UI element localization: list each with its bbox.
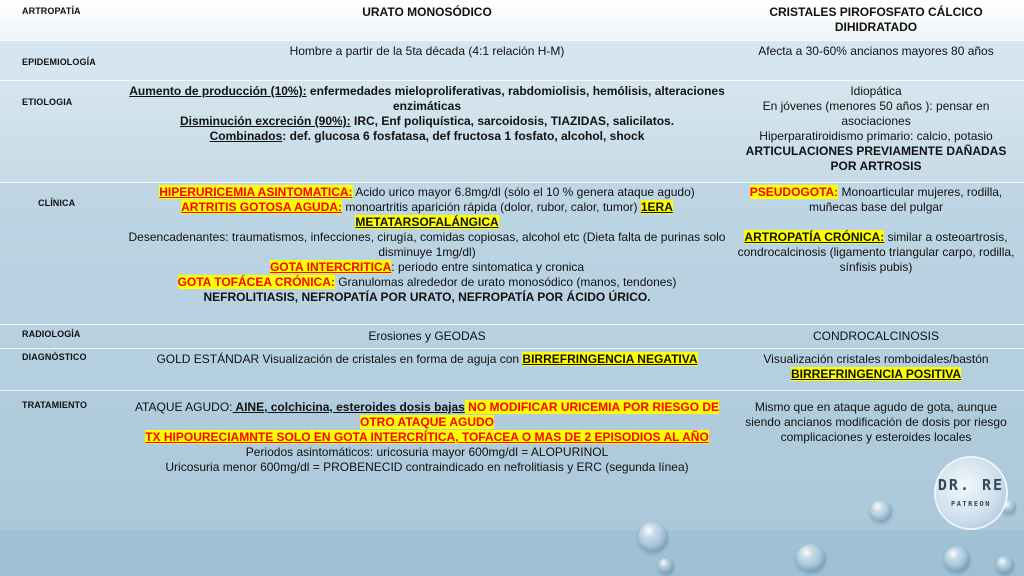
- etiologia-disminucion-excrecion: Disminución excreción (90%): IRC, Enf poliquística, sarcoidosis, TIAZIDAS, salicilatos.: [179, 114, 675, 128]
- tratamiento-probenecid: Uricosuria menor 600mg/dl = PROBENECID contraindicado en nefrolitiasis y ERC (segunda línea): [165, 460, 689, 474]
- water-drop-decoration: [638, 522, 668, 552]
- label-etiologia: ETIOLOGIA: [22, 97, 73, 107]
- etiologia-aumento-produccion: Aumento de producción (10%): enfermedades mieloproliferativas, rabdomiolisis, hemólisis, alteraciones enzimáticas: [129, 84, 725, 113]
- etiologia-jovenes: En jóvenes (menores 50 años ): pensar en asociaciones: [762, 99, 990, 128]
- epidemiologia-pirofosfato: Afecta a 30-60% ancianos mayores 80 años: [758, 44, 994, 58]
- clinica-artritis-gotosa: ARTRITIS GOTOSA AGUDA: monoartritis aparición rápida (dolor, rubor, calor, tumor) 1ERA METATARSOFALÁNGICA: [181, 200, 673, 229]
- clinica-pseudogota: PSEUDOGOTA: Monoarticular mujeres, rodilla, muñecas base del pulgar: [749, 185, 1003, 214]
- label-tratamiento: TRATAMIENTO: [22, 400, 88, 410]
- clinica-urato: [128, 185, 726, 305]
- radiologia-urato: Erosiones y GEODAS: [368, 329, 486, 343]
- tratamiento-urato: [128, 400, 726, 475]
- clinica-gota-tofacea: GOTA TOFÁCEA CRÓNICA: Granulomas alrededor de urato monosódico (manos, tendones): [177, 275, 677, 289]
- row-diagnostico: [0, 348, 1024, 390]
- row-etiologia: [0, 80, 1024, 182]
- tratamiento-ataque-agudo: ATAQUE AGUDO: AINE, colchicina, esteroides dosis bajas NO MODIFICAR URICEMIA POR RIESGO DE OTRO ATAQUE AGUDO: [134, 400, 720, 429]
- tratamiento-hipouricemiante: TX HIPOURECIAMNTE SOLO EN GOTA INTERCRÍTICA, TOFACEA O MAS DE 2 EPISODIOS AL AÑO Periodos asintomáticos: uricosuria mayor 600mg/dl = ALOPURINOL: [145, 430, 709, 459]
- row-epidemiologia: [0, 40, 1024, 80]
- etiologia-pirofosfato: [736, 84, 1016, 174]
- header-pirofosfato: [736, 5, 1016, 35]
- diagnostico-urato: GOLD ESTÁNDAR Visualización de cristales en forma de aguja con BIRREFRINGENCIA NEGATIVA: [156, 352, 698, 366]
- water-drop-decoration: [796, 544, 826, 572]
- water-drop-decoration: [870, 500, 892, 522]
- label-diagnostico: DIAGNÓSTICO: [22, 352, 87, 362]
- etiologia-urato: [128, 84, 726, 144]
- clinica-artropatia-cronica: ARTROPATÍA CRÓNICA: similar a osteoartrosis, condrocalcinosis (ligamento triangular carpo, rodilla, sínfisis pubis): [737, 230, 1015, 274]
- radiologia-pirofosfato: CONDROCALCINOSIS: [812, 329, 940, 343]
- tratamiento-pirofosfato: Mismo que en ataque agudo de gota, aunque siendo ancianos modificación de dosis por riesgo complicaciones y esteroides locales: [745, 400, 1007, 444]
- header-row: [0, 0, 1024, 40]
- water-drop-decoration: [996, 556, 1014, 574]
- etiologia-idiopatica: Idiopática: [850, 84, 902, 98]
- etiologia-hiperparatiroidismo: Hiperparatiroidismo primario: calcio, potasio: [759, 129, 993, 143]
- header-pirofosfato-line1: CRISTALES PIROFOSFATO CÁLCICO: [769, 5, 983, 19]
- header-artropatia: ARTROPATÍA: [22, 6, 81, 16]
- clinica-desencadenantes: Desencadenantes: traumatismos, infecciones, cirugía, comidas copiosas, alcohol etc (Dieta falta de purinas solo disminuye 1mg/dl): [128, 230, 726, 259]
- logo-subtitle: PATREON: [950, 500, 991, 508]
- clinica-gota-intercritica: GOTA INTERCRITICA: periodo entre sintomatica y cronica: [269, 260, 585, 274]
- header-urato: URATO MONOSÓDICO: [362, 5, 492, 19]
- clinica-hiperuricemia: HIPERURICEMIA ASINTOMATICA: Acido urico mayor 6.8mg/dl (sólo el 10 % genera ataque agudo): [159, 185, 695, 199]
- clinica-pirofosfato: [736, 185, 1016, 275]
- epidemiologia-urato: Hombre a partir de la 5ta década (4:1 relación H-M): [289, 44, 565, 58]
- dr-re-logo: [936, 458, 1006, 528]
- diagnostico-pirofosfato: Visualización cristales romboidales/bastón BIRREFRINGENCIA POSITIVA: [763, 352, 989, 381]
- row-clinica: [0, 182, 1024, 324]
- header-pirofosfato-line2: DIHIDRATADO: [834, 20, 918, 34]
- label-radiologia: RADIOLOGÍA: [22, 329, 81, 339]
- water-drop-decoration: [944, 546, 970, 572]
- water-drop-decoration: [658, 558, 674, 574]
- logo-title: DR. RE: [937, 476, 1005, 494]
- clinica-nefrolitiasis: NEFROLITIASIS, NEFROPATÍA POR URATO, NEFROPATÍA POR ÁCIDO ÚRICO.: [203, 290, 651, 304]
- label-clinica: CLÍNICA: [38, 198, 76, 208]
- label-epidemiologia: EPIDEMIOLOGÍA: [22, 57, 96, 67]
- etiologia-combinados: Combinados: def. glucosa 6 fosfatasa, def fructosa 1 fosfato, alcohol, shock: [209, 129, 645, 143]
- etiologia-articulaciones: ARTICULACIONES PREVIAMENTE DAÑADAS POR ARTROSIS: [745, 144, 1007, 173]
- row-radiologia: [0, 324, 1024, 348]
